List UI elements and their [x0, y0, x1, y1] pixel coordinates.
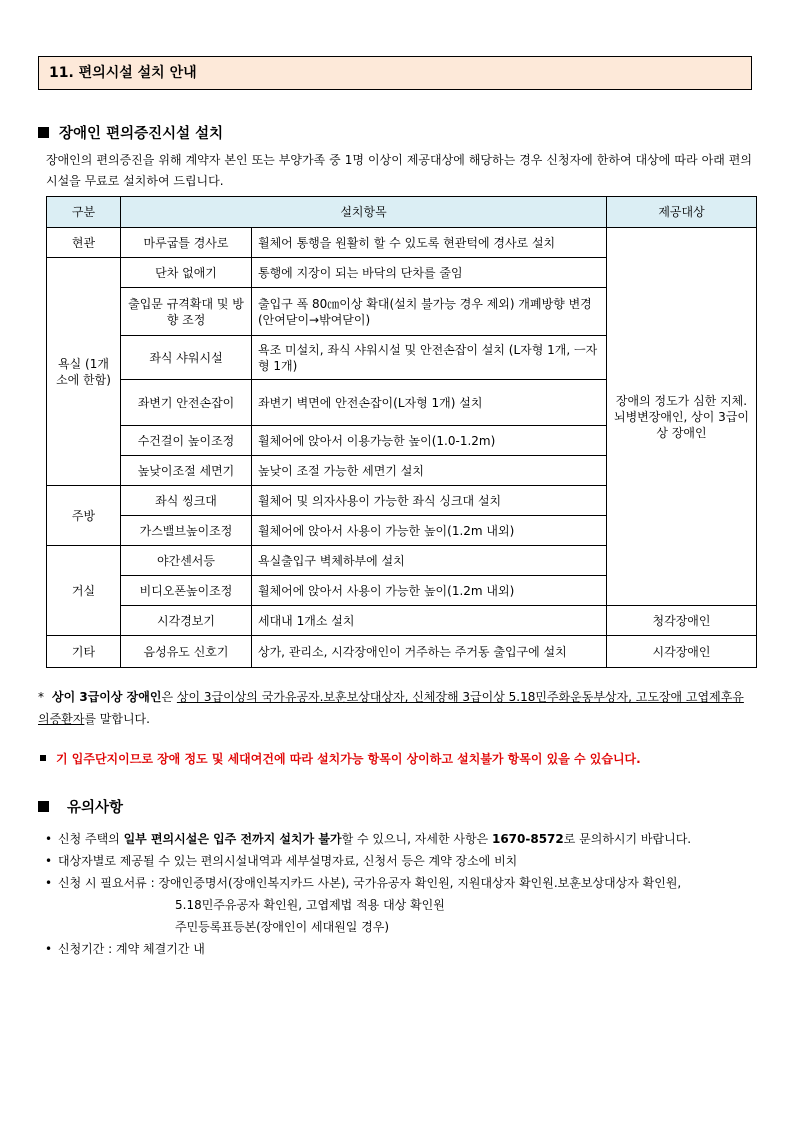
item-name: 가스밸브높이조정 [121, 516, 252, 546]
table-header-row [47, 197, 757, 228]
item-desc: 휠체어에 앉아서 사용이 가능한 높이(1.2m 내외) [252, 576, 607, 606]
section-heading-notes [38, 796, 123, 817]
header-target: 제공대상 [607, 197, 757, 228]
section-heading-text: 유의사항 [67, 800, 124, 816]
note-particle: 은 [161, 690, 174, 704]
notes-list [44, 828, 754, 960]
definition-note [38, 686, 754, 730]
group-entrance: 현관 [47, 228, 121, 258]
note-term: 상이 3급이상 장애인 [52, 690, 162, 704]
target-visual: 시각장애인 [607, 636, 757, 668]
asterisk-mark: * [38, 690, 44, 704]
item-name: 수건걸이 높이조정 [121, 426, 252, 456]
item-name: 좌식 샤워시설 [121, 336, 252, 380]
facility-table [46, 196, 757, 668]
warning-text: 기 입주단지이므로 장애 정도 및 세대여건에 따라 설치가능 항목이 상이하고 설치불가 항목이 있을 수 있습니다. [56, 752, 641, 766]
table-row [47, 636, 757, 668]
item-desc: 통행에 지장이 되는 바닥의 단차를 줄임 [252, 258, 607, 288]
item-desc: 욕실출입구 벽체하부에 설치 [252, 546, 607, 576]
list-item: • 대상자별로 제공될 수 있는 편의시설내역과 세부설명자료, 신청서 등은 계약 장소에 비치 [44, 850, 754, 872]
item-name: 출입문 규격확대 및 방향 조정 [121, 288, 252, 336]
item-desc: 욕조 미설치, 좌식 샤워시설 및 안전손잡이 설치 (L자형 1개, ㅡ자형 1개) [252, 336, 607, 380]
item-name: 높낮이조절 세면기 [121, 456, 252, 486]
section-heading-text: 장애인 편의증진시설 설치 [59, 126, 224, 142]
item-desc: 좌변기 벽면에 안전손잡이(L자형 1개) 설치 [252, 380, 607, 426]
item-desc: 휠체어 및 의자사용이 가능한 좌식 싱크대 설치 [252, 486, 607, 516]
item-desc: 휠체어 통행을 원활히 할 수 있도록 현관턱에 경사로 설치 [252, 228, 607, 258]
item-name: 비디오폰높이조정 [121, 576, 252, 606]
item-name: 좌식 씽크대 [121, 486, 252, 516]
item-desc: 상가, 관리소, 시각장애인이 거주하는 주거동 출입구에 설치 [252, 636, 607, 668]
item-desc: 휠체어에 앉아서 이용가능한 높이(1.0-1.2m) [252, 426, 607, 456]
square-bullet-icon [38, 127, 49, 138]
list-item: • 신청 시 필요서류 : 장애인증명서(장애인복지카드 사본), 국가유공자 확인원, 지원대상자 확인원.보훈보상대상자 확인원, [44, 872, 754, 894]
note-ending: 를 말합니다. [84, 712, 150, 726]
item-name: 마루굽틀 경사로 [121, 228, 252, 258]
page-title: 11. 편의시설 설치 안내 [38, 56, 752, 90]
square-bullet-icon [38, 801, 49, 812]
target-physical: 장애의 정도가 심한 지체.뇌병변장애인, 상이 3급이상 장애인 [607, 228, 757, 606]
group-bathroom: 욕실 (1개소에 한함) [47, 258, 121, 486]
header-category: 구분 [47, 197, 121, 228]
phone-number: 1670-8572 [491, 832, 564, 846]
text-span: 신청 주택의 [58, 832, 124, 846]
item-desc: 휠체어에 앉아서 사용이 가능한 높이(1.2m 내외) [252, 516, 607, 546]
item-name: 음성유도 신호기 [121, 636, 252, 668]
group-kitchen: 주방 [47, 486, 121, 546]
intro-paragraph: 장애인의 편의증진을 위해 계약자 본인 또는 부양가족 중 1명 이상이 제공대상에 해당하는 경우 신청자에 한하여 대상에 따라 아래 편의시설을 무료로 설치하여 드립니다. [46, 153, 752, 188]
list-item: • 신청기간 : 계약 체결기간 내 [44, 938, 754, 960]
item-name: 좌변기 안전손잡이 [121, 380, 252, 426]
text-span: 할 수 있으니, 자세한 사항은 [341, 832, 492, 846]
item-name: 단차 없애기 [121, 258, 252, 288]
list-item-continuation: 5.18민주유공자 확인원, 고엽제법 적용 대상 확인원 [175, 898, 445, 912]
table-row [47, 606, 757, 636]
header-item: 설치항목 [121, 197, 607, 228]
table-row [47, 228, 757, 258]
target-hearing: 청각장애인 [607, 606, 757, 636]
item-desc: 높낮이 조절 가능한 세면기 설치 [252, 456, 607, 486]
list-item-continuation: 주민등록표등본(장애인이 세대원일 경우) [175, 920, 390, 934]
item-desc: 세대내 1개소 설치 [252, 606, 607, 636]
section-heading-facilities [38, 122, 223, 143]
note-definition: 상이 3급이상의 국가유공자.보훈보상대상자, 신체장해 3급이상 5.18민주화운동부상자, 고도장애 고엽제후유의증환자 [38, 690, 744, 726]
warning-note [40, 750, 754, 768]
item-name: 시각경보기 [121, 606, 252, 636]
group-living: 거실 [47, 546, 121, 636]
group-etc: 기타 [47, 636, 121, 668]
item-desc: 출입구 폭 80㎝이상 확대(설치 불가능 경우 제외) 개폐방향 변경(안여닫이→밖여닫이) [252, 288, 607, 336]
list-item [44, 828, 754, 850]
item-name: 야간센서등 [121, 546, 252, 576]
text-bold: 일부 편의시설은 입주 전까지 설치가 불가 [123, 832, 342, 846]
small-square-bullet-icon [40, 755, 46, 761]
text-span: 로 문의하시기 바랍니다. [563, 832, 692, 846]
